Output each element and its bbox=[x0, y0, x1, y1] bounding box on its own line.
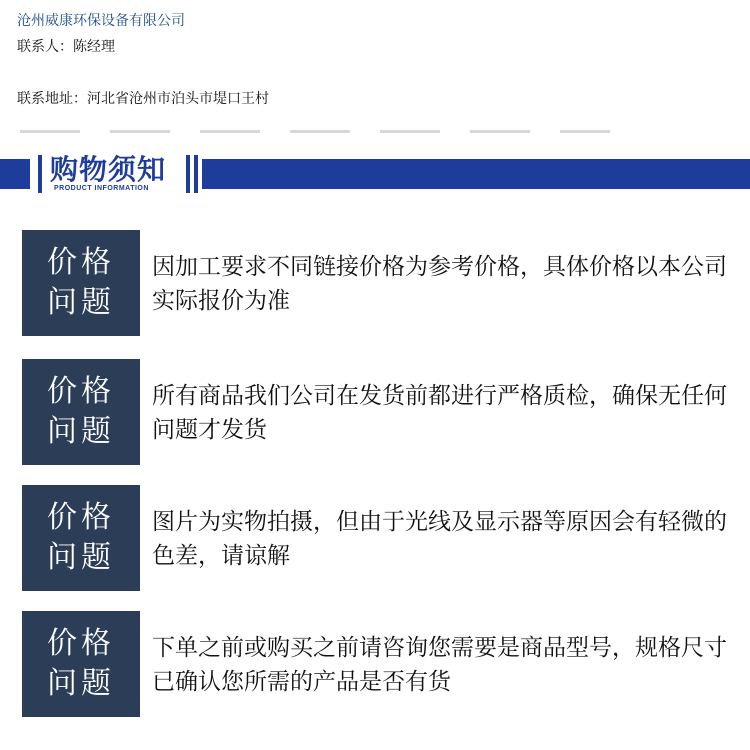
notice-text: 所有商品我们公司在发货前都进行严格质检，确保无任何问题才发货 bbox=[152, 383, 727, 443]
notice-item bbox=[22, 611, 742, 717]
contact-address: 联系地址：河北省沧州市泊头市堤口王村 bbox=[17, 91, 269, 107]
notice-text: 图片为实物拍摄，但由于光线及显示器等原因会有轻微的色差，请谅解 bbox=[152, 509, 727, 569]
notice-item bbox=[22, 359, 742, 465]
notice-label bbox=[22, 359, 140, 465]
blurred-divider bbox=[20, 130, 610, 133]
banner-stripe bbox=[38, 155, 42, 193]
notice-label-line2: 问题 bbox=[47, 666, 115, 701]
banner-right-bar bbox=[202, 159, 750, 189]
section-banner bbox=[0, 153, 750, 195]
notice-label-line1: 价格 bbox=[47, 245, 115, 280]
notice-text: 因加工要求不同链接价格为参考价格，具体价格以本公司实际报价为准 bbox=[152, 254, 727, 314]
notice-item bbox=[22, 230, 742, 336]
notice-label-line2: 问题 bbox=[47, 285, 115, 320]
notice-label-line1: 价格 bbox=[47, 626, 115, 661]
notice-label bbox=[22, 611, 140, 717]
banner-stripe bbox=[194, 155, 198, 193]
banner-title: 购物须知 bbox=[50, 153, 167, 186]
notice-label bbox=[22, 230, 140, 336]
notice-label-line1: 价格 bbox=[47, 500, 115, 535]
notice-label-line1: 价格 bbox=[47, 374, 115, 409]
banner-stripe bbox=[186, 155, 190, 193]
banner-subtitle: PRODUCT INFORMATION bbox=[54, 185, 149, 192]
notice-label-line2: 问题 bbox=[47, 414, 115, 449]
company-name: 沧州威康环保设备有限公司 bbox=[17, 13, 185, 29]
notice-label bbox=[22, 485, 140, 591]
notice-text: 下单之前或购买之前请咨询您需要是商品型号，规格尺寸已确认您所需的产品是否有货 bbox=[152, 635, 727, 695]
notice-label-line2: 问题 bbox=[47, 540, 115, 575]
banner-left-bar bbox=[0, 159, 30, 189]
contact-person: 联系人：陈经理 bbox=[17, 39, 115, 55]
notice-item bbox=[22, 485, 742, 591]
